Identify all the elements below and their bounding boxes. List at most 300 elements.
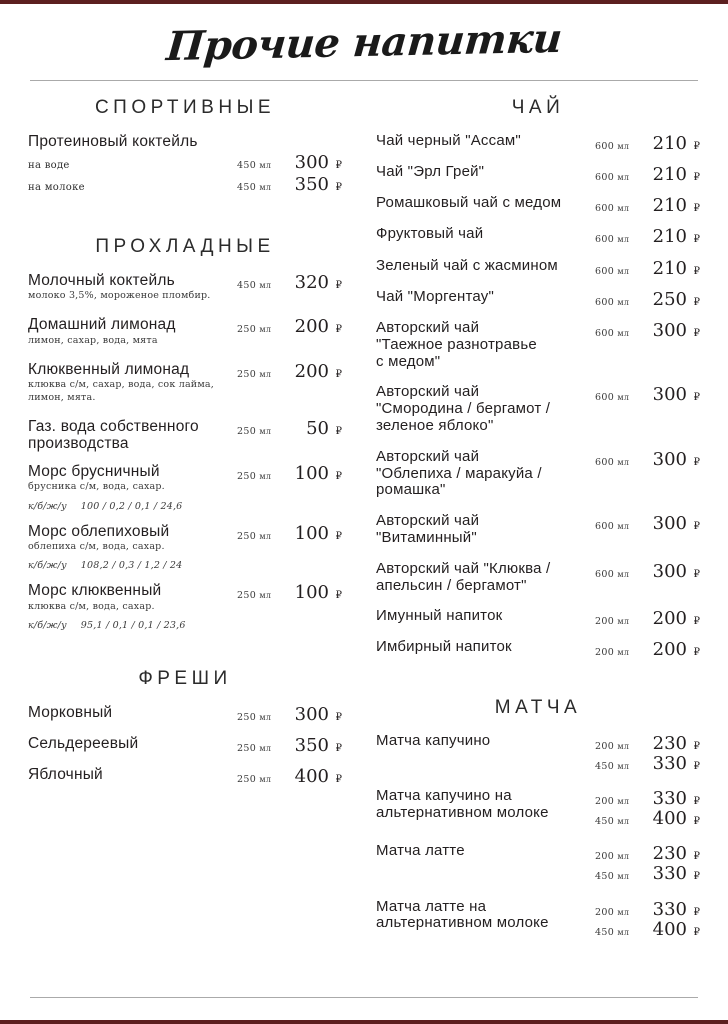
item-main	[28, 316, 237, 347]
currency-symbol: ₽	[335, 324, 342, 336]
page-title: Прочие напитки	[164, 14, 564, 70]
item-name: Авторский чай "Смородина / бергамот / зеленое яблоко"	[376, 383, 551, 434]
price-row	[595, 165, 700, 185]
menu-item-авторский-чай-клюква[interactable]	[376, 561, 700, 595]
volume-label: 200 мл	[595, 851, 630, 863]
item-main	[28, 133, 342, 196]
item-name: Имунный напиток	[376, 607, 503, 625]
menu-item-морс-брусничный[interactable]	[28, 463, 342, 494]
item-block	[376, 226, 700, 247]
item-prices	[595, 788, 700, 829]
price-amount: 350	[294, 735, 329, 757]
item-main	[28, 361, 237, 404]
item-main	[376, 133, 595, 150]
item-name: Газ. вода собственного производства	[28, 418, 199, 453]
volume-label: 250 мл	[237, 426, 272, 438]
item-main	[376, 289, 595, 306]
volume-label: 450 мл	[595, 760, 630, 772]
volume-unit: мл	[617, 266, 630, 276]
price-amount: 320	[294, 271, 329, 293]
item-main	[376, 843, 595, 860]
volume-unit: мл	[259, 531, 272, 541]
volume-label: 600 мл	[595, 234, 630, 246]
item-name: Ромашковый чай с медом	[376, 194, 562, 212]
spacer	[28, 407, 342, 418]
item-prices	[595, 449, 700, 470]
price-amount: 200	[294, 316, 329, 338]
spacer	[28, 797, 342, 813]
volume-label: 250 мл	[237, 743, 272, 755]
item-prices	[237, 704, 342, 725]
item-description: облепиха с/м, вода, сахар.	[28, 540, 165, 552]
item-block	[28, 272, 342, 303]
item-block	[376, 561, 700, 595]
item-block	[28, 766, 342, 787]
item-name: Сельдереевый	[28, 735, 139, 753]
nutrition-value: 108,2 / 0,3 / 1,2 / 24	[80, 560, 183, 572]
menu-item-яблочный[interactable]	[28, 766, 342, 787]
currency-symbol: ₽	[693, 265, 700, 277]
item-main	[376, 384, 595, 434]
item-name: Яблочный	[28, 766, 103, 784]
volume-label: 200 мл	[595, 647, 630, 659]
variant-row[interactable]	[28, 175, 342, 195]
volume-unit: мл	[617, 817, 630, 827]
price-amount: 300	[652, 448, 687, 470]
menu-header	[0, 4, 728, 80]
price-row	[595, 259, 700, 279]
volume-label: 250 мл	[237, 324, 272, 336]
currency-symbol: ₽	[693, 851, 700, 863]
spacer	[376, 954, 700, 970]
menu-item-имунный-напиток[interactable]	[376, 608, 700, 629]
item-block	[376, 449, 700, 499]
item-block	[376, 195, 700, 216]
menu-item-авторский-чай[interactable]	[376, 384, 700, 434]
currency-symbol: ₽	[693, 568, 700, 580]
menu-item-чай-черный-ассам[interactable]	[376, 133, 700, 154]
volume-unit: мл	[617, 741, 630, 751]
price-amount: 250	[652, 288, 687, 310]
volume-unit: мл	[617, 522, 630, 532]
item-block	[376, 289, 700, 310]
price-amount: 210	[652, 133, 687, 154]
item-prices	[595, 289, 700, 310]
item-main	[376, 226, 595, 243]
spacer	[28, 759, 342, 766]
price-row	[595, 920, 700, 940]
volume-unit: мл	[259, 775, 272, 785]
volume-label: 450 мл	[595, 871, 630, 883]
menu-item-домашний-лимонад[interactable]	[28, 316, 342, 347]
currency-symbol: ₽	[693, 521, 700, 533]
volume-label: 450 мл	[595, 816, 630, 828]
price-amount: 330	[652, 863, 687, 885]
item-prices	[595, 195, 700, 216]
volume-label: 250 мл	[237, 369, 272, 381]
price-amount: 100	[294, 522, 329, 544]
menu-item-клюквенный-лимонад[interactable]	[28, 361, 342, 404]
menu-item-ромашковый-чай-с-медом[interactable]	[376, 195, 700, 216]
price-amount: 230	[652, 732, 687, 754]
currency-symbol: ₽	[335, 530, 342, 542]
volume-label: 600 мл	[595, 456, 630, 468]
price-row	[237, 317, 342, 337]
currency-symbol: ₽	[693, 647, 700, 659]
menu-item-чай-моргентау[interactable]	[376, 289, 700, 310]
item-name: Клюквенный лимонад	[28, 361, 190, 379]
spacer	[28, 571, 342, 582]
price-amount: 350	[294, 173, 329, 195]
price-row	[595, 290, 700, 310]
spacer	[28, 728, 342, 735]
item-prices	[595, 561, 700, 582]
menu-item-матча-латте-на[interactable]	[376, 899, 700, 940]
price-amount: 300	[294, 703, 329, 725]
currency-symbol: ₽	[335, 426, 342, 438]
item-prices	[595, 164, 700, 185]
nutrition-value: 100 / 0,2 / 0,1 / 24,6	[80, 500, 183, 512]
item-block	[376, 164, 700, 185]
item-block	[28, 735, 342, 756]
item-prices	[595, 733, 700, 774]
menu-item-сельдереевый[interactable]	[28, 735, 342, 756]
item-name: Чай "Эрл Грей"	[376, 163, 485, 181]
price-row	[237, 767, 342, 787]
item-block	[376, 258, 700, 279]
item-prices	[595, 320, 700, 341]
currency-symbol: ₽	[335, 160, 342, 172]
item-block	[376, 788, 700, 829]
spacer	[28, 456, 342, 463]
price-amount: 100	[294, 462, 329, 484]
item-prices	[237, 463, 342, 484]
volume-unit: мл	[617, 393, 630, 403]
price-row	[237, 583, 342, 603]
item-block	[376, 513, 700, 547]
variant-label: на воде	[28, 160, 70, 172]
spacer	[28, 512, 342, 523]
item-block	[376, 843, 700, 884]
currency-symbol: ₽	[693, 816, 700, 828]
volume-label: 250 мл	[237, 590, 272, 602]
price-row	[237, 175, 342, 195]
item-prices	[595, 133, 700, 154]
item-prices	[237, 316, 342, 337]
nutrition-value: 95,1 / 0,1 / 0,1 / 23,6	[80, 619, 186, 631]
section-title-матча: МАТЧА	[494, 696, 582, 718]
volume-unit: мл	[617, 235, 630, 245]
currency-symbol: ₽	[335, 279, 342, 291]
volume-unit: мл	[259, 427, 272, 437]
item-block	[28, 418, 342, 453]
item-main	[376, 899, 595, 933]
currency-symbol: ₽	[693, 296, 700, 308]
volume-unit: мл	[259, 744, 272, 754]
item-name: Имбирный напиток	[376, 638, 512, 656]
price-row	[595, 640, 700, 660]
price-amount: 300	[652, 513, 687, 535]
price-amount: 100	[294, 582, 329, 604]
price-amount: 200	[652, 608, 687, 630]
volume-unit: мл	[617, 617, 630, 627]
volume-label: 450 мл	[237, 181, 272, 193]
menu-item-авторский-чай[interactable]	[376, 320, 700, 370]
currency-symbol: ₽	[693, 327, 700, 339]
volume-label: 600 мл	[595, 392, 630, 404]
price-row	[595, 385, 700, 405]
spacer	[28, 631, 342, 642]
item-block	[376, 733, 700, 774]
volume-unit: мл	[617, 457, 630, 467]
price-amount: 330	[652, 752, 687, 774]
item-main	[28, 272, 237, 303]
item-name: Морковный	[28, 703, 113, 721]
menu-item-матча-латте[interactable]	[376, 843, 700, 884]
price-amount: 210	[652, 257, 687, 279]
currency-symbol: ₽	[693, 740, 700, 752]
item-name: Домашний лимонад	[28, 316, 176, 334]
volume-unit: мл	[617, 204, 630, 214]
item-prices	[237, 582, 342, 603]
menu-item-зеленый-чай-с-жасмином[interactable]	[376, 258, 700, 279]
price-row	[595, 134, 700, 154]
volume-unit: мл	[617, 852, 630, 862]
variant-row[interactable]	[28, 153, 342, 173]
currency-symbol: ₽	[693, 795, 700, 807]
spacer	[376, 888, 700, 899]
item-name: Чай черный "Ассам"	[376, 132, 521, 149]
price-row	[237, 524, 342, 544]
price-amount: 330	[652, 898, 687, 920]
item-description: клюква с/м, сахар, вода, сок лайма, лимон, мята.	[28, 379, 215, 403]
price-amount: 300	[652, 319, 687, 341]
spacer	[28, 305, 342, 316]
menu-item-протеиновый-коктейль[interactable]	[28, 133, 342, 196]
menu-columns	[0, 81, 728, 970]
currency-symbol: ₽	[335, 590, 342, 602]
currency-symbol: ₽	[693, 906, 700, 918]
price-amount: 300	[294, 152, 329, 174]
menu-item-фруктовый-чай[interactable]	[376, 226, 700, 247]
item-block	[376, 133, 700, 154]
nutrition-label: к/б/ж/у	[28, 560, 67, 572]
volume-label: 600 мл	[595, 327, 630, 339]
price-row	[595, 900, 700, 920]
price-row	[237, 419, 342, 439]
right-column	[364, 95, 728, 970]
nutrition-label: к/б/ж/у	[28, 500, 67, 512]
item-block	[28, 582, 342, 631]
item-nutrition	[28, 501, 342, 512]
currency-symbol: ₽	[335, 181, 342, 193]
volume-unit: мл	[617, 297, 630, 307]
item-main	[28, 766, 237, 783]
volume-unit: мл	[259, 591, 272, 601]
item-main	[376, 164, 595, 181]
volume-label: 200 мл	[595, 740, 630, 752]
currency-symbol: ₽	[693, 234, 700, 246]
price-row	[237, 705, 342, 725]
volume-unit: мл	[617, 569, 630, 579]
item-main	[376, 733, 595, 750]
item-prices	[237, 272, 342, 293]
footer-divider	[30, 997, 698, 998]
currency-symbol: ₽	[693, 172, 700, 184]
price-row	[237, 736, 342, 756]
volume-label: 200 мл	[595, 616, 630, 628]
volume-label: 250 мл	[237, 470, 272, 482]
volume-unit: мл	[259, 280, 272, 290]
menu-item-авторский-чай[interactable]	[376, 513, 700, 547]
volume-unit: мл	[617, 761, 630, 771]
item-main	[28, 704, 237, 721]
spacer	[28, 350, 342, 361]
price-amount: 400	[652, 918, 687, 940]
item-prices	[237, 361, 342, 382]
price-row	[595, 734, 700, 754]
volume-unit: мл	[259, 370, 272, 380]
currency-symbol: ₽	[693, 616, 700, 628]
volume-unit: мл	[617, 796, 630, 806]
item-main	[28, 463, 237, 494]
price-amount: 300	[652, 560, 687, 582]
volume-label: 600 мл	[595, 141, 630, 152]
item-prices	[595, 384, 700, 405]
price-row	[595, 227, 700, 247]
item-main	[28, 523, 237, 554]
item-prices	[237, 418, 342, 439]
item-block	[376, 608, 700, 629]
item-block	[28, 463, 342, 512]
menu-item-имбирный-напиток[interactable]	[376, 639, 700, 660]
menu-item-морс-клюквенный[interactable]	[28, 582, 342, 613]
price-row	[595, 609, 700, 629]
item-nutrition	[28, 560, 342, 571]
menu-item-авторский-чай[interactable]	[376, 449, 700, 499]
menu-item-матча-капучино[interactable]	[376, 733, 700, 774]
volume-unit: мл	[259, 182, 272, 192]
currency-symbol: ₽	[335, 711, 342, 723]
item-variants	[28, 153, 342, 194]
spacer	[376, 671, 700, 687]
spacer	[28, 642, 342, 658]
menu-item-морс-облепиховый[interactable]	[28, 523, 342, 554]
menu-item-чай-эрл-грей[interactable]	[376, 164, 700, 185]
item-main	[28, 418, 237, 453]
item-prices	[595, 513, 700, 534]
price-row	[595, 809, 700, 829]
item-name: Авторский чай "Клюква / апельсин / бергамот"	[376, 559, 551, 594]
item-block	[376, 320, 700, 370]
spacer	[28, 790, 342, 797]
item-main	[376, 513, 595, 547]
currency-symbol: ₽	[335, 774, 342, 786]
price-amount: 210	[652, 226, 687, 248]
volume-label: 450 мл	[237, 160, 272, 172]
item-name: Матча капучино на альтернативном молоке	[376, 786, 549, 821]
price-row	[595, 844, 700, 864]
volume-unit: мл	[259, 712, 272, 722]
item-prices	[595, 608, 700, 629]
price-row	[595, 864, 700, 884]
menu-item-молочный-коктейль[interactable]	[28, 272, 342, 303]
item-name: Морс облепиховый	[28, 522, 170, 540]
item-main	[376, 561, 595, 595]
item-prices	[237, 766, 342, 787]
item-main	[376, 639, 595, 656]
currency-symbol: ₽	[693, 456, 700, 468]
price-row	[595, 514, 700, 534]
menu-item-газ-вода-собственного-производства[interactable]	[28, 418, 342, 453]
price-amount: 210	[652, 195, 687, 217]
item-prices	[595, 258, 700, 279]
price-amount: 210	[652, 164, 687, 186]
volume-label: 250 мл	[237, 711, 272, 723]
item-description: молоко 3,5%, мороженое пломбир.	[28, 290, 211, 302]
currency-symbol: ₽	[335, 743, 342, 755]
item-name: Авторский чай "Облепиха / маракуйа / ромашка"	[376, 447, 542, 499]
item-name: Матча латте	[376, 842, 465, 860]
item-main	[376, 449, 595, 499]
volume-label: 600 мл	[595, 203, 630, 215]
volume-unit: мл	[617, 173, 630, 183]
item-description: лимон, сахар, вода, мята	[28, 334, 158, 346]
currency-symbol: ₽	[335, 470, 342, 482]
currency-symbol: ₽	[693, 871, 700, 883]
volume-label: 450 мл	[237, 279, 272, 291]
volume-unit: мл	[259, 161, 272, 171]
item-main	[376, 788, 595, 822]
item-name: Фруктовый чай	[376, 225, 484, 243]
spacer	[28, 199, 342, 210]
menu-item-матча-капучино-на[interactable]	[376, 788, 700, 829]
item-prices	[595, 899, 700, 940]
item-description: клюква с/м, вода, сахар.	[28, 600, 155, 612]
volume-unit: мл	[617, 328, 630, 338]
item-block	[28, 133, 342, 196]
volume-unit: мл	[617, 872, 630, 882]
price-amount: 330	[652, 787, 687, 809]
item-name: Морс брусничный	[28, 462, 160, 480]
item-name: Протеиновый коктейль	[28, 133, 198, 150]
spacer	[376, 664, 700, 671]
price-row	[595, 450, 700, 470]
item-block	[376, 899, 700, 940]
item-prices	[595, 226, 700, 247]
price-amount: 400	[294, 766, 329, 788]
currency-symbol: ₽	[693, 392, 700, 404]
item-main	[376, 258, 595, 275]
volume-unit: мл	[259, 325, 272, 335]
price-amount: 200	[652, 639, 687, 661]
volume-label: 200 мл	[595, 906, 630, 918]
item-main	[376, 195, 595, 212]
volume-label: 250 мл	[237, 530, 272, 542]
price-row	[595, 754, 700, 774]
volume-label: 450 мл	[595, 926, 630, 938]
item-name: Морс клюквенный	[28, 582, 162, 600]
section-title-чай: ЧАЙ	[511, 97, 565, 118]
section-title-фреши: ФРЕШИ	[138, 667, 232, 689]
section-title-спортивные: СПОРТИВНЫЕ	[94, 97, 276, 118]
item-block	[376, 384, 700, 434]
price-amount: 230	[652, 843, 687, 865]
currency-symbol: ₽	[693, 760, 700, 772]
price-row	[595, 562, 700, 582]
volume-label: 600 мл	[595, 265, 630, 277]
menu-item-морковный[interactable]	[28, 704, 342, 725]
